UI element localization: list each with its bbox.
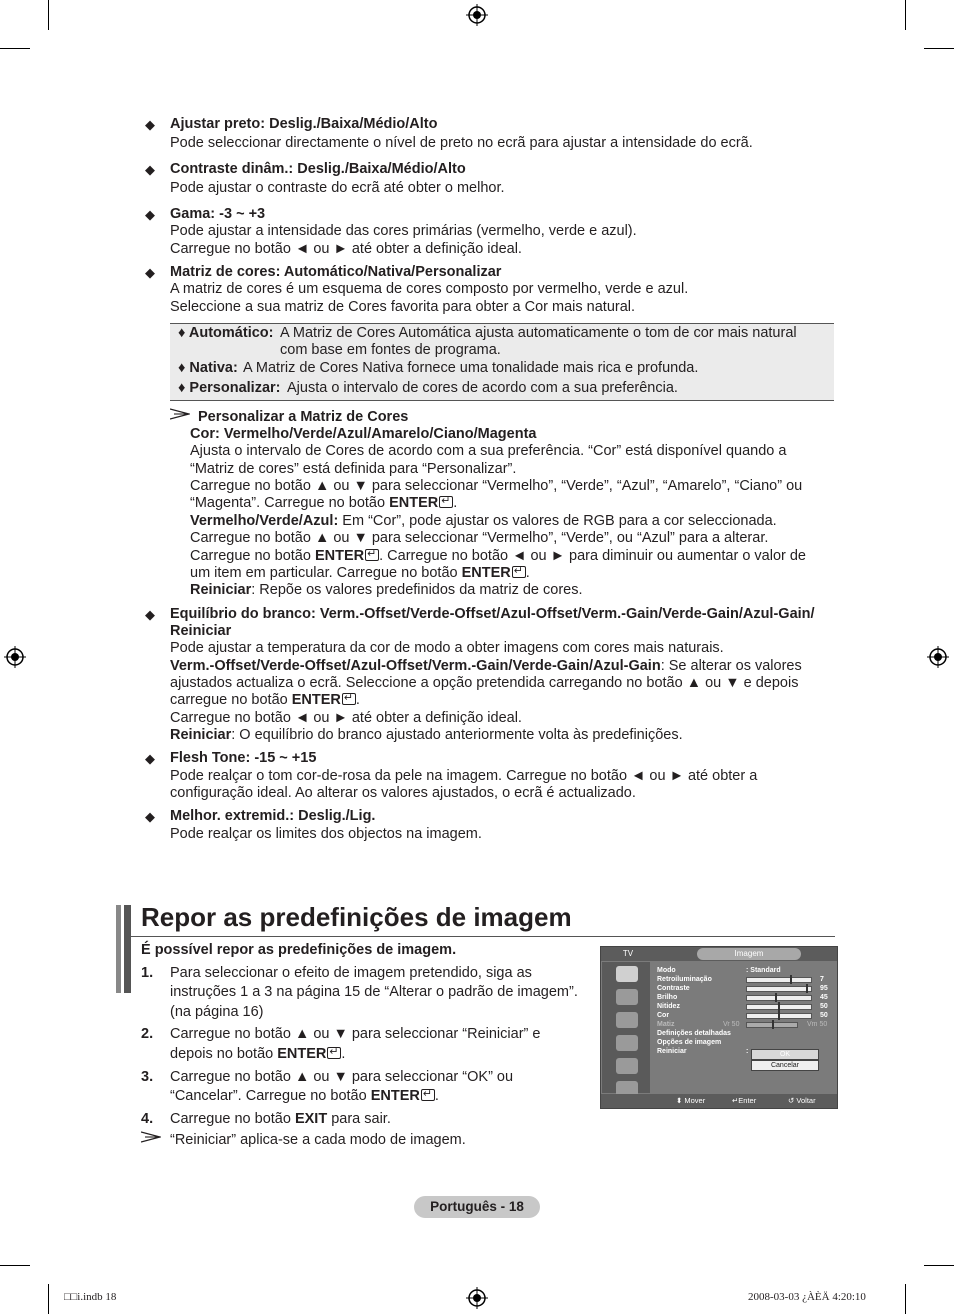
tv-slider [746, 1004, 812, 1010]
tv-menu-screenshot [600, 946, 838, 1109]
tv-tint-right: Vm 50 [807, 1021, 828, 1028]
crop-mark [924, 48, 954, 49]
tv-slider-knob [775, 993, 777, 1002]
note-text-part: : Repõe os valores predefinidos da matriz de cores. [251, 582, 583, 598]
bullet-diamond-icon: ◆ [145, 117, 155, 132]
enter-key-label: ENTER [461, 565, 511, 581]
crop-mark [924, 1265, 954, 1266]
note-bold-term: Reiniciar [190, 582, 252, 598]
crop-mark [0, 1265, 30, 1266]
note-text-part: “Magenta”. Carregue no botão [190, 495, 390, 511]
tv-slider-knob [778, 1002, 780, 1011]
tv-tint-slider [746, 1022, 798, 1028]
step-text: (na página 16) [170, 1004, 264, 1020]
tv-cancel-option: Cancelar [751, 1060, 819, 1071]
item-text: Pode ajustar a intensidade das cores primárias (vermelho, verde e azul). [170, 223, 637, 239]
item-text [170, 727, 683, 745]
note-arrow-icon [141, 1131, 161, 1143]
section-title: Repor as predefinições de imagem [141, 902, 572, 932]
note-text: Carregue no botão ▲ ou ▼ para seleccionar “Vermelho”, “Verde”, “Azul”, “Amarelo”, “Ciano” ou [190, 478, 803, 494]
tv-slider-value: 50 [820, 1012, 828, 1019]
crop-mark [48, 1284, 49, 1314]
tv-slider-value: 7 [820, 976, 824, 983]
tv-back-hint [788, 1094, 816, 1108]
bullet-diamond-icon: ◆ [145, 751, 155, 766]
enter-key-label: ENTER [277, 1046, 327, 1062]
item-text-part: : Se alterar os valores [660, 658, 802, 674]
item-heading: Flesh Tone: -15 ~ +15 [170, 750, 317, 766]
note-text [190, 548, 806, 566]
option-text: Ajusta o intervalo de cores de acordo com a sua preferência. [287, 380, 678, 396]
item-text: Pode ajustar a temperatura da cor de modo a obter imagens com cores mais naturais. [170, 640, 724, 656]
tv-menu-item: Retroiluminação [657, 976, 712, 983]
input-icon [616, 1058, 638, 1074]
step-text-part: depois no botão [170, 1046, 278, 1062]
option-label: ♦ Nativa: [178, 360, 238, 376]
item-bold-term: Verm.-Offset/Verde-Offset/Azul-Offset/Verm.-Gain/Verde-Gain/Azul-Gain [170, 658, 661, 674]
page-number: Português - 18 [414, 1196, 540, 1218]
note-text: um item em particular. Carregue no botão ENTER↵ . [190, 565, 530, 583]
tv-slider-value: 50 [820, 1003, 828, 1010]
picture-icon [616, 966, 638, 982]
item-text: Pode ajustar o contraste do ecrã até obter o melhor. [170, 180, 505, 196]
tv-move-label: Mover [684, 1096, 706, 1105]
tv-back-label: Voltar [796, 1096, 816, 1105]
enter-icon [365, 549, 379, 561]
option-label: ♦ Automático: [178, 325, 274, 341]
tv-slider-knob [772, 1020, 774, 1029]
step-text-part: Carregue no botão [170, 1111, 295, 1127]
tv-move-hint [676, 1094, 705, 1108]
tv-tint-left: Vr 50 [723, 1021, 740, 1028]
step-text: “Cancelar”. Carregue no botão ENTER↵ . [170, 1088, 439, 1106]
note-heading: Personalizar a Matriz de Cores [198, 409, 409, 425]
item-text [170, 658, 802, 676]
step-text: instruções 1 a 3 na página 15 de “Alterar o padrão de imagem”. [170, 984, 578, 1000]
item-heading: Melhor. extremid.: Deslig./Lig. [170, 808, 376, 824]
note-text: Carregue no botão ▲ ou ▼ para seleccionar “Vermelho”, “Verde”, ou “Azul” para a alterar. [190, 530, 769, 546]
step-text: depois no botão ENTER↵ . [170, 1046, 345, 1064]
item-heading: Contraste dinâm.: Deslig./Baixa/Médio/Alto [170, 161, 466, 177]
tv-slider [746, 986, 812, 992]
bullet-diamond-icon: ◆ [145, 162, 155, 177]
tv-menu-source-label: TV [622, 949, 634, 958]
tv-slider-knob [806, 984, 808, 993]
tv-menu-item: Contraste [657, 985, 690, 992]
channel-icon [616, 1012, 638, 1028]
tv-menu-item: Brilho [657, 994, 678, 1001]
option-text: com base em fontes de programa. [280, 342, 501, 358]
tv-enter-hint [732, 1094, 756, 1108]
title-bar-decoration [124, 905, 131, 993]
step-text-part: para sair. [327, 1111, 391, 1127]
note-text-part: um item em particular. Carregue no botão [190, 565, 462, 581]
note-text [190, 513, 777, 531]
tv-slider [746, 977, 812, 983]
exit-key-label: EXIT [294, 1111, 328, 1127]
tv-slider-value: 45 [820, 994, 828, 1001]
step-text: Carregue no botão ▲ ou ▼ para seleccionar “OK” ou [170, 1069, 514, 1085]
tv-menu-item: Modo [657, 967, 676, 974]
option-text: A Matriz de Cores Automática ajusta automaticamente o tom de cor mais natural [280, 325, 797, 341]
tv-slider [746, 1013, 812, 1019]
note-text [190, 582, 583, 600]
tv-enter-label: Enter [738, 1096, 757, 1105]
item-text: Seleccione a sua matriz de Cores favorita para obter a Cor mais natural. [170, 299, 636, 315]
item-text: carregue no botão ENTER↵ . [170, 692, 360, 710]
note-text-part: Carregue no botão [190, 548, 315, 564]
section-rule [131, 936, 835, 937]
tv-slider [746, 995, 812, 1001]
step-number: 1. [141, 965, 154, 981]
enter-key-label: ENTER [370, 1088, 420, 1104]
tv-menu-item: Definições detalhadas [657, 1030, 731, 1037]
step-text-part: “Cancelar”. Carregue no botão [170, 1088, 371, 1104]
item-text: Carregue no botão ◄ ou ► até obter a definição ideal. [170, 241, 522, 257]
tv-menu-tab-imagem: Imagem [697, 948, 801, 960]
tv-slider-knob [790, 975, 792, 984]
note-text-part: Em “Cor”, pode ajustar os valores de RGB para a cor seleccionada. [338, 513, 777, 529]
item-text-part: : O equilíbrio do branco ajustado anteriormente volta às predefinições. [231, 727, 683, 743]
step-text: Carregue no botão ▲ ou ▼ para seleccionar “Reiniciar” e [170, 1026, 541, 1042]
note-text: Ajusta o intervalo de Cores de acordo com a sua preferência. “Cor” está disponível quando a [190, 443, 787, 459]
item-heading: Equilíbrio do branco: Verm.-Offset/Verde-Offset/Azul-Offset/Verm.-Gain/Verde-Gain/Azul-Gain/ [170, 606, 815, 622]
return-icon: ↺ [788, 1096, 795, 1105]
tv-menu-item: Cor [657, 1012, 670, 1019]
tv-menu-mode-value: : Standard [746, 967, 781, 974]
note-text-part: . Carregue no botão ◄ ou ► para diminuir ou aumentar o valor de [379, 548, 806, 564]
step-text: Para seleccionar o efeito de imagem pretendido, siga as [170, 965, 532, 981]
print-slug-right: 2008-03-03 ¿ÀÈÄ 4:20:10 [748, 1291, 866, 1303]
registration-mark-icon [4, 646, 26, 668]
section-intro: É possível repor as predefinições de imagem. [141, 942, 457, 958]
item-heading: Reiniciar [170, 623, 232, 639]
item-heading: Ajustar preto: Deslig./Baixa/Médio/Alto [170, 116, 438, 132]
crop-mark [48, 0, 49, 30]
updown-icon: ⬍ [676, 1096, 683, 1105]
item-text: configuração ideal. Ao alterar os valores ajustados, o ecrã é actualizado. [170, 785, 636, 801]
item-text: Carregue no botão ◄ ou ► até obter a definição ideal. [170, 710, 522, 726]
enter-key-label: ENTER [389, 495, 439, 511]
tv-colon: : [746, 1048, 749, 1055]
item-heading: Matriz de cores: Automático/Nativa/Personalizar [170, 264, 502, 280]
registration-mark-icon [466, 1287, 488, 1309]
print-slug-left: □□i.indb 18 [64, 1291, 117, 1303]
tv-slider-knob [778, 1011, 780, 1020]
setup-icon [616, 1035, 638, 1051]
step-number: 2. [141, 1026, 154, 1042]
item-text-part: carregue no botão [170, 692, 292, 708]
bullet-diamond-icon: ◆ [145, 207, 155, 222]
item-bold-term: Reiniciar [170, 727, 232, 743]
enter-icon [327, 1047, 341, 1059]
item-text: Pode seleccionar directamente o nível de preto no ecrã para ajustar a intensidade do ecrã. [170, 135, 753, 151]
sound-icon [616, 989, 638, 1005]
crop-mark [905, 0, 906, 30]
crop-mark [905, 1284, 906, 1314]
enter-icon: ↵ [732, 1096, 739, 1105]
tv-menu-item: Reiniciar [657, 1048, 687, 1055]
item-text: Pode realçar os limites dos objectos na imagem. [170, 826, 482, 842]
tv-menu-sidebar [602, 962, 650, 1093]
tv-menu-item: Nitidez [657, 1003, 680, 1010]
enter-key-label: ENTER [314, 548, 365, 564]
crop-mark [0, 48, 30, 49]
item-text: A matriz de cores é um esquema de cores composto por vermelho, verde e azul. [170, 281, 689, 297]
note-text: “Magenta”. Carregue no botão ENTER↵ . [190, 495, 457, 513]
note-arrow-icon [170, 408, 190, 420]
step-number: 4. [141, 1111, 154, 1127]
enter-key-label: ENTER [291, 692, 341, 708]
option-text: A Matriz de Cores Nativa fornece uma tonalidade mais rica e profunda. [243, 360, 699, 376]
bullet-diamond-icon: ◆ [145, 809, 155, 824]
item-heading: Gama: -3 ~ +3 [170, 206, 266, 222]
option-label: ♦ Personalizar: [178, 380, 281, 396]
title-bar-decoration [116, 905, 121, 993]
bullet-diamond-icon: ◆ [145, 607, 155, 622]
enter-icon [421, 1089, 435, 1101]
item-text: ajustados actualiza o ecrã. Seleccione a opção pretendida carregando no botão ▲ ou ▼ e depois [170, 675, 799, 691]
section-note: “Reiniciar” aplica-se a cada modo de imagem. [170, 1132, 466, 1148]
tv-slider-value: 95 [820, 985, 828, 992]
registration-mark-icon [927, 646, 949, 668]
enter-icon [342, 693, 356, 705]
registration-mark-icon [466, 4, 488, 26]
step-text [170, 1111, 391, 1129]
tv-menu-item: Matiz [657, 1021, 675, 1028]
item-text: Pode realçar o tom cor-de-rosa da pele na imagem. Carregue no botão ◄ ou ► até obter a [170, 768, 758, 784]
note-subheading: Cor: Vermelho/Verde/Azul/Amarelo/Ciano/Magenta [190, 426, 537, 442]
bullet-diamond-icon: ◆ [145, 265, 155, 280]
tv-ok-option: OK [751, 1049, 819, 1060]
note-text: “Matriz de cores” está definida para “Personalizar”. [190, 461, 517, 477]
tv-menu-item: Opções de imagem [657, 1039, 722, 1046]
enter-icon [512, 566, 526, 578]
note-bold-term: Vermelho/Verde/Azul: [190, 513, 339, 529]
enter-icon [439, 496, 453, 508]
step-number: 3. [141, 1069, 154, 1085]
